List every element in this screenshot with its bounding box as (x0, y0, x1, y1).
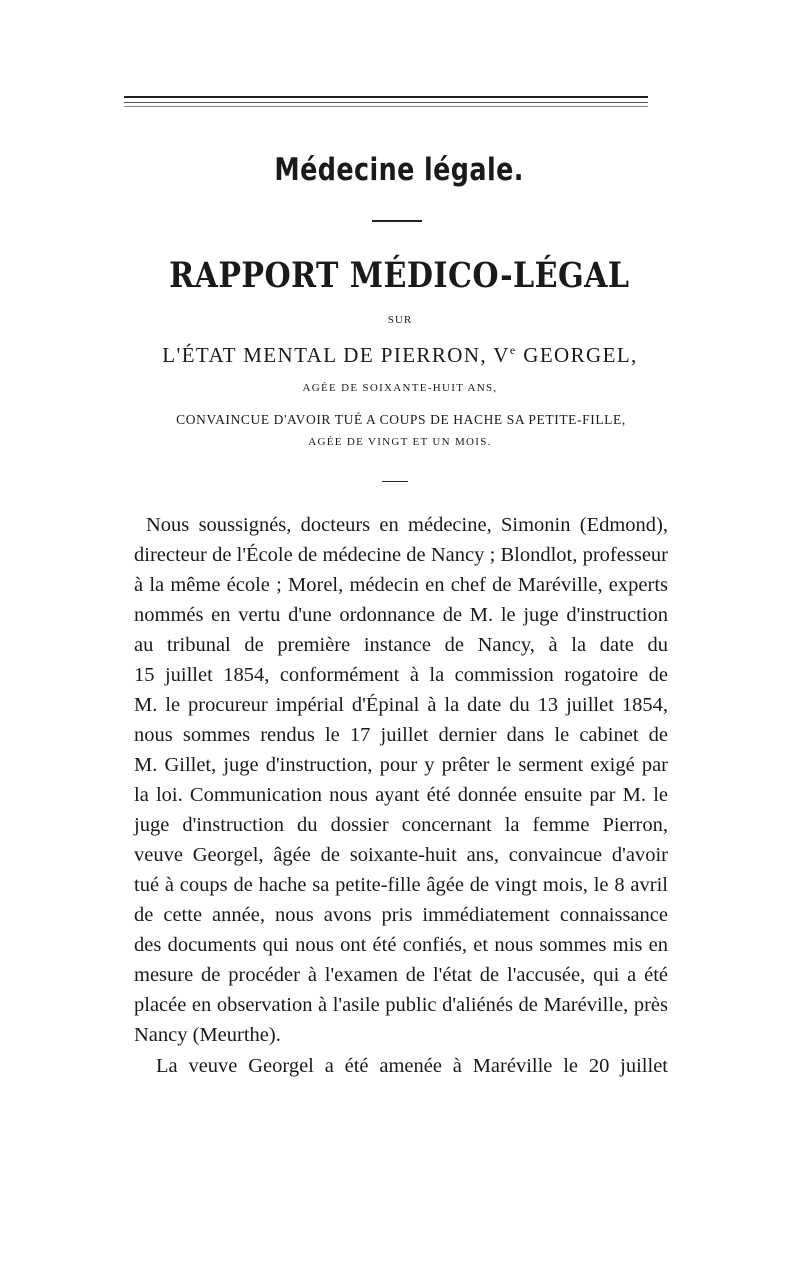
paragraph-line: des documents qui nous ont été confiés, et nous sommes mis en (134, 934, 668, 956)
paragraph-line: au tribunal de première instance de Nancy, à la date du (134, 634, 668, 656)
top-rule-thin (124, 102, 648, 103)
paragraph-line: la loi. Communication nous ayant été donnée ensuite par M. le (134, 784, 668, 806)
paragraph-line: tué à coups de hache sa petite-fille âgée de vingt mois, le 8 avril (134, 874, 668, 896)
victim-age-line: AGÉE DE VINGT ET UN MOIS. (308, 436, 492, 448)
paragraph-line: nommés en vertu d'une ordonnance de M. le juge d'instruction (134, 604, 668, 626)
age-line: AGÉE DE SOIXANTE-HUIT ANS, (302, 382, 498, 394)
paragraph-line: placée en observation à l'asile public d'aliénés de Maréville, près (134, 994, 668, 1016)
section-title: Médecine légale. (274, 152, 524, 188)
paragraph-2 (134, 1051, 668, 1081)
subject-main: L'ÉTAT MENTAL DE PIERRON, V (162, 343, 510, 367)
paragraph-line: 15 juillet 1854, conformément à la commission rogatoire de (134, 664, 668, 686)
paragraph-1 (134, 510, 668, 1050)
paragraph-line: juge d'instruction du dossier concernant la femme Pierron, (134, 814, 668, 836)
paragraph-line: M. Gillet, juge d'instruction, pour y prêter le serment exigé par (134, 754, 668, 776)
paragraph-line: mesure de procéder à l'examen de l'état de l'accusée, qui a été (134, 964, 668, 986)
title-divider (372, 220, 422, 222)
header-divider (382, 481, 408, 482)
paragraph-line: directeur de l'École de médecine de Nancy ; Blondlot, professeur (134, 544, 668, 566)
paragraph-line: Nancy (Meurthe). (134, 1024, 281, 1046)
paragraph-line: La veuve Georgel a été amenée à Maréville le 20 juillet (156, 1055, 668, 1077)
paragraph-line: M. le procureur impérial d'Épinal à la date du 13 juillet 1854, (134, 694, 668, 716)
paragraph-line: de cette année, nous avons pris immédiatement connaissance (134, 904, 668, 926)
subject-end: GEORGEL, (516, 343, 638, 367)
subject-superscript: e (509, 343, 517, 357)
sur-label: SUR (387, 314, 413, 326)
report-title: RAPPORT MÉDICO-LÉGAL (169, 255, 630, 296)
conviction-line: CONVAINCUE D'AVOIR TUÉ A COUPS DE HACHE SA PETITE-FILLE, (176, 412, 626, 427)
paragraph-line: à la même école ; Morel, médecin en chef de Maréville, experts (134, 574, 668, 596)
report-subject (0, 343, 800, 368)
paragraph-line: Nous soussignés, docteurs en médecine, Simonin (Edmond), (146, 514, 668, 536)
top-rule-faint (124, 106, 648, 107)
top-rule (124, 96, 648, 98)
paragraph-line: veuve Georgel, âgée de soixante-huit ans, convaincue d'avoir (134, 844, 668, 866)
paragraph-line: nous sommes rendus le 17 juillet dernier dans le cabinet de (134, 724, 668, 746)
